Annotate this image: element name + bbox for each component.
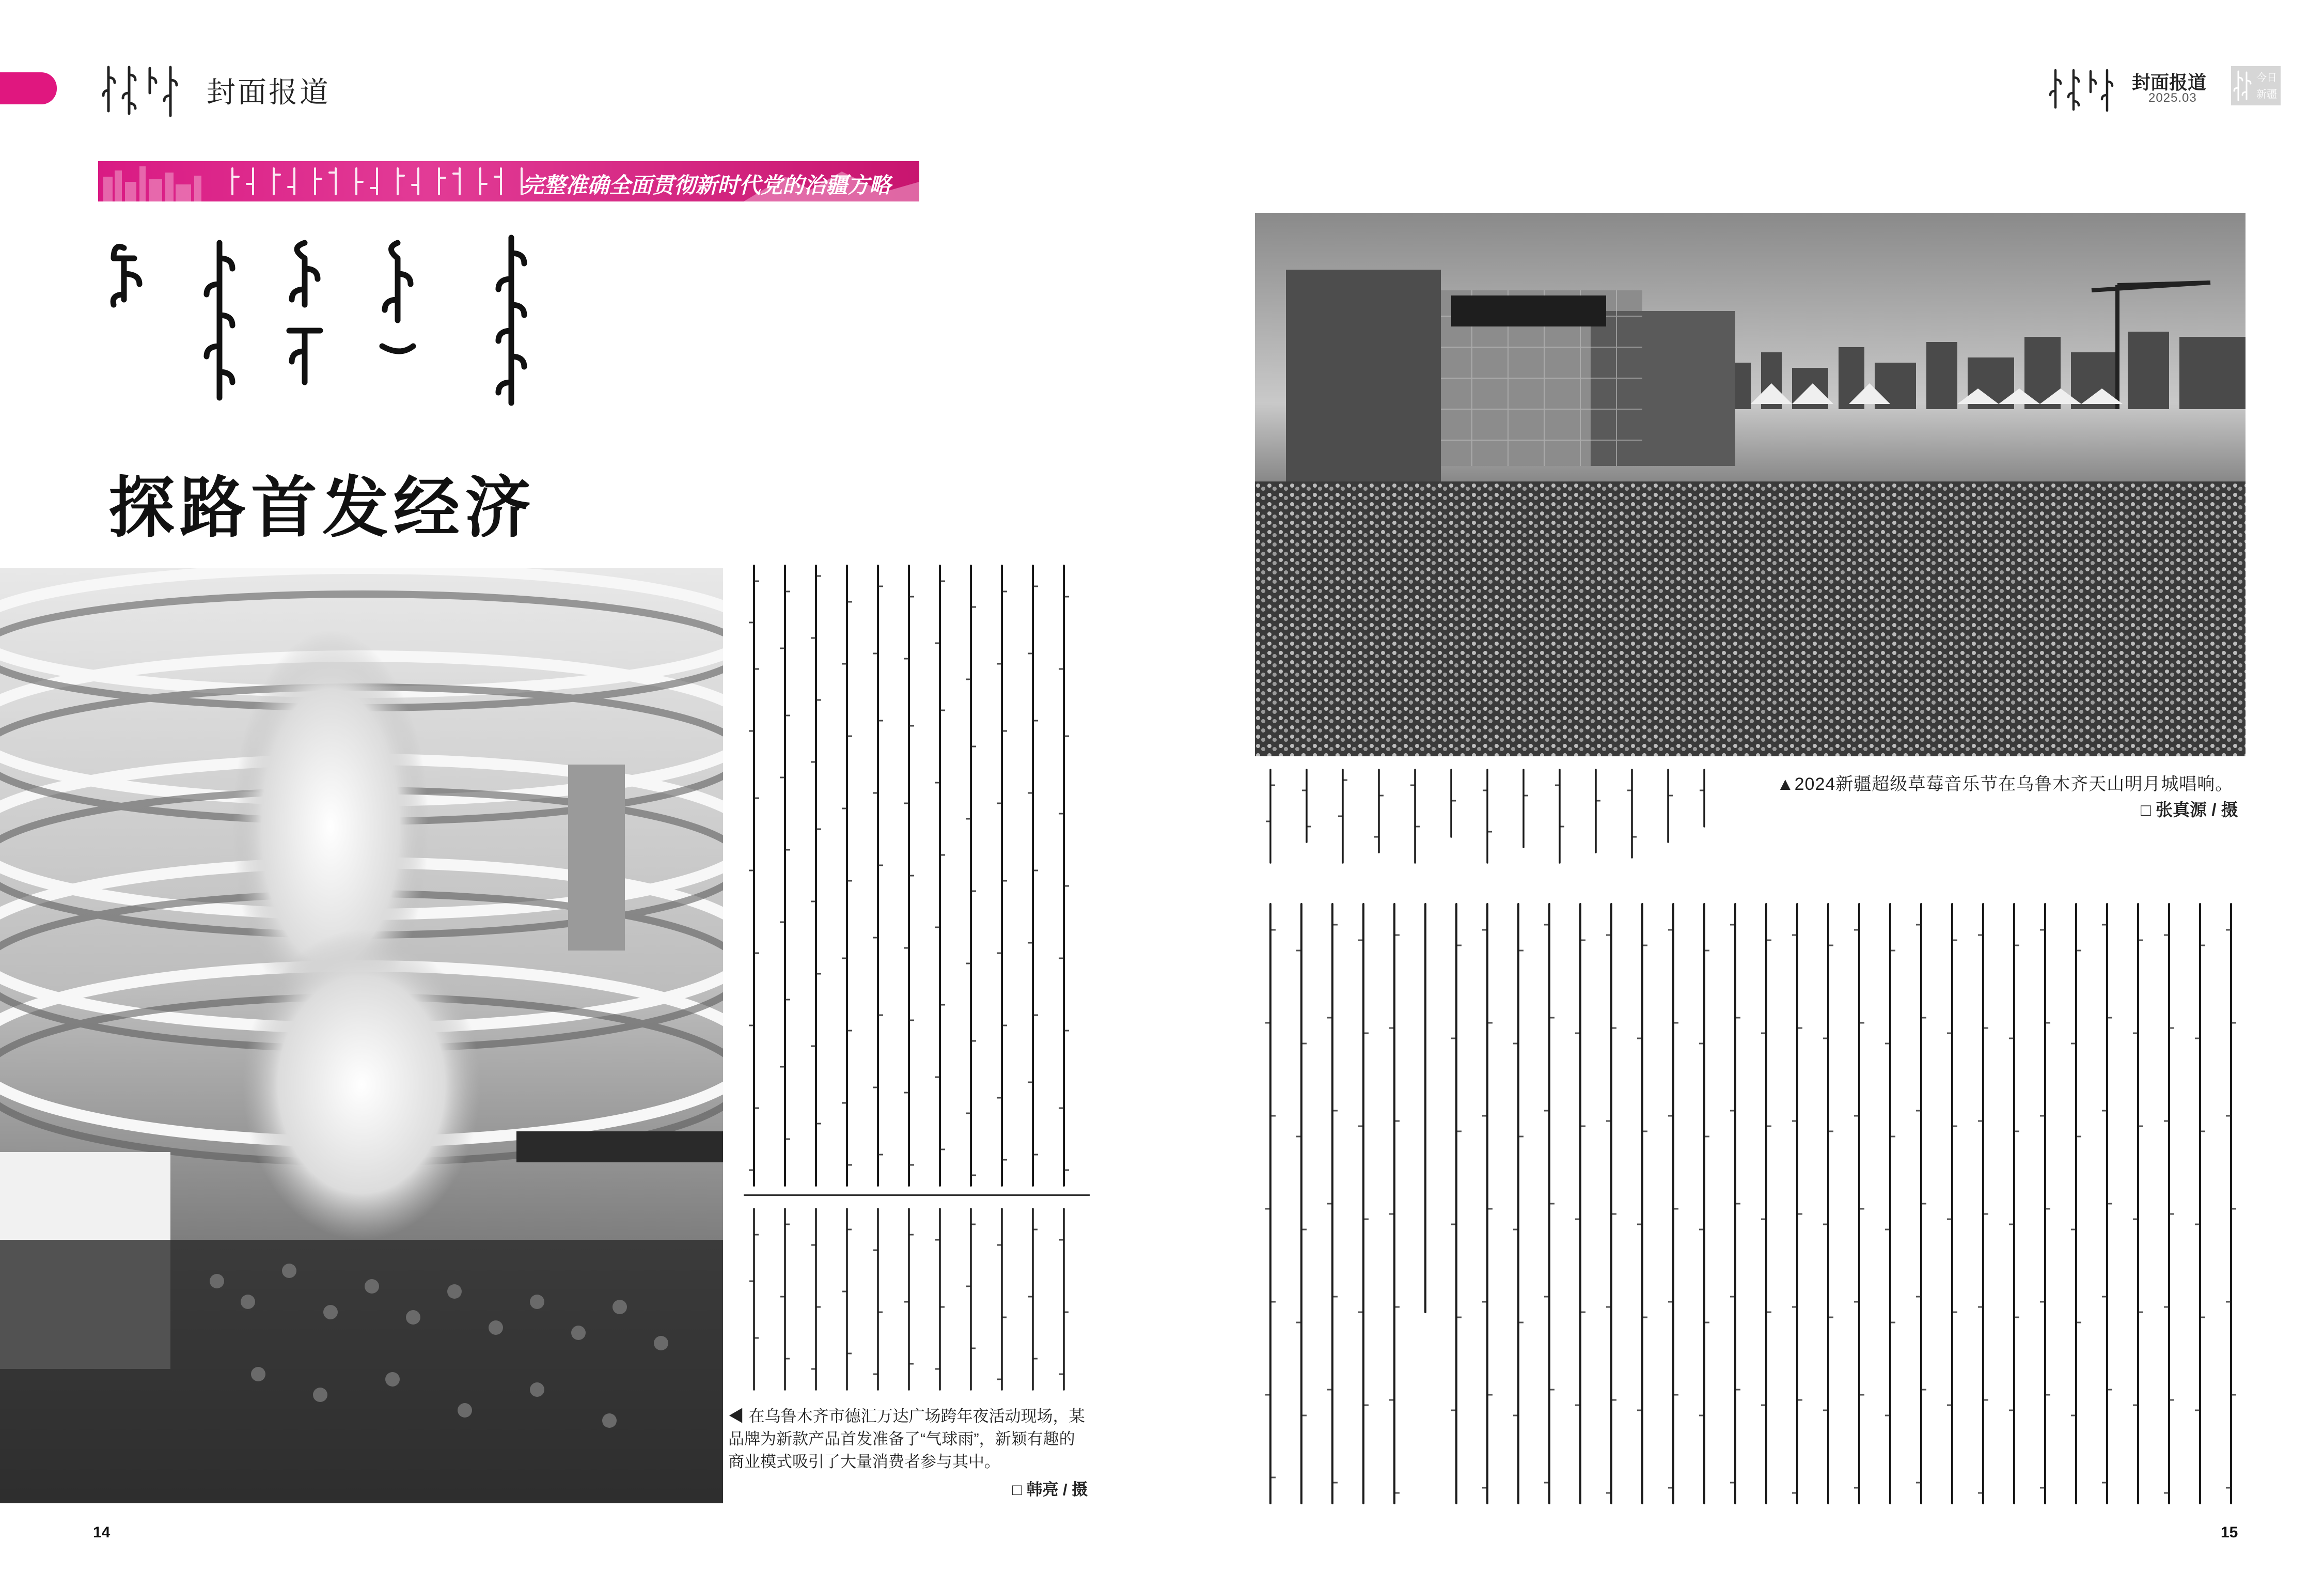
- banner-slogan: 完整准确全面贯彻新时代党的治疆方略: [522, 173, 891, 197]
- section-title: 封面报道: [207, 76, 331, 110]
- mall-balloon-rain-photo: [0, 568, 723, 1503]
- photo-caption-right: ▲2024新疆超级草莓音乐节在乌鲁木齐天山明月城唱响。: [1777, 774, 2234, 794]
- mongolian-body-text-left: [733, 561, 1095, 1191]
- photo-credit-right: □ 张真源 / 摄: [2141, 800, 2238, 819]
- article-title: 探路首发经济: [108, 471, 537, 545]
- section-title-right: 封面报道: [2132, 72, 2207, 93]
- logo-text: 今日新疆: [2256, 71, 2277, 100]
- mongolian-caption-text-left: [739, 1204, 1090, 1395]
- strawberry-music-festival-photo: [1255, 213, 2246, 756]
- mongolian-header-script: [98, 62, 186, 119]
- magazine-logo: [2231, 66, 2281, 105]
- logo-mongolian-script: [2233, 69, 2252, 102]
- page-number-left: 14: [93, 1524, 111, 1541]
- mongolian-caption-text-right: [1260, 765, 1725, 868]
- photo-credit-left: □ 韩亮 / 摄: [1012, 1481, 1088, 1499]
- page-number-right: 15: [2221, 1524, 2238, 1541]
- issue-number: 2025.03: [2148, 91, 2197, 105]
- mongolian-header-script-right: [2045, 66, 2117, 113]
- mongolian-body-text-right: [1260, 899, 2252, 1508]
- mongolian-title-script: [103, 227, 558, 418]
- section-tab-marker: [0, 72, 57, 104]
- photo-caption-left: ◀ 在乌鲁木齐市德汇万达广场跨年夜活动现场，某品牌为新款产品首发准备了“气球雨”，新颖有趣的商业模式吸引了大量消费者参与其中。: [728, 1407, 1085, 1471]
- column-divider: [744, 1194, 1090, 1196]
- slogan-banner: [98, 161, 919, 201]
